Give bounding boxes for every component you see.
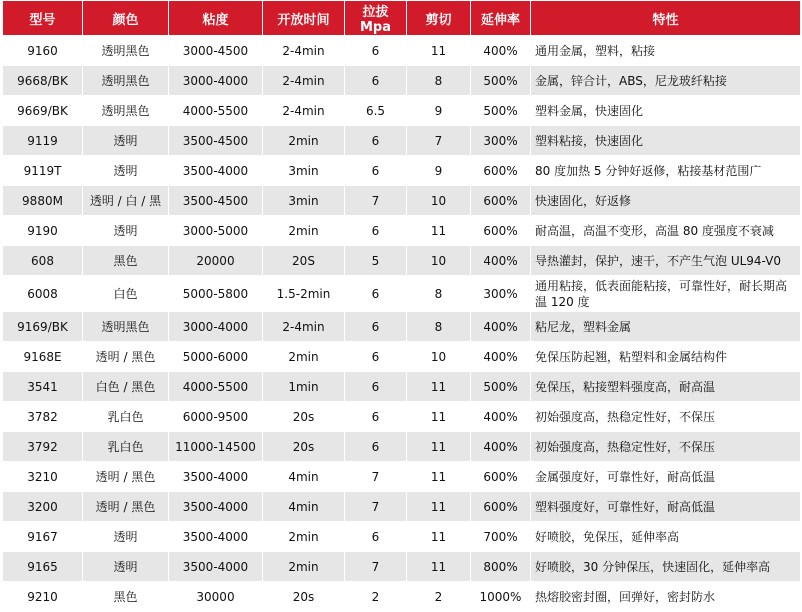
cell-feature: 初始强度高，热稳定性好，不保压 [531, 432, 801, 462]
cell-elongation: 400% [471, 402, 531, 432]
cell-shear: 11 [407, 432, 471, 462]
cell-elongation: 600% [471, 186, 531, 216]
cell-shear: 11 [407, 36, 471, 66]
table-row [3, 66, 801, 96]
cell-shear: 2 [407, 582, 471, 612]
cell-model: 9669/BK [3, 96, 83, 126]
cell-viscosity: 30000 [169, 582, 263, 612]
cell-pull-strength: 6 [345, 36, 407, 66]
cell-model: 9119 [3, 126, 83, 156]
header-model: 型号 [3, 1, 83, 36]
cell-pull-strength: 7 [345, 552, 407, 582]
cell-pull-strength: 6 [345, 126, 407, 156]
header-viscosity: 粘度 [169, 1, 263, 36]
cell-shear: 11 [407, 492, 471, 522]
table-row [3, 276, 801, 312]
cell-shear: 8 [407, 66, 471, 96]
cell-color: 透明黑色 [83, 312, 169, 342]
cell-elongation: 400% [471, 246, 531, 276]
header-feature: 特性 [531, 1, 801, 36]
cell-open-time: 2min [263, 216, 345, 246]
cell-elongation: 700% [471, 522, 531, 552]
cell-color: 透明黑色 [83, 66, 169, 96]
table-row [3, 462, 801, 492]
cell-open-time: 2-4min [263, 66, 345, 96]
table-row [3, 186, 801, 216]
cell-shear: 11 [407, 216, 471, 246]
cell-pull-strength: 6 [345, 66, 407, 96]
cell-open-time: 2min [263, 342, 345, 372]
cell-viscosity: 3500-4000 [169, 156, 263, 186]
cell-viscosity: 3000-5000 [169, 216, 263, 246]
cell-viscosity: 11000-14500 [169, 432, 263, 462]
table-row [3, 372, 801, 402]
cell-viscosity: 5000-6000 [169, 342, 263, 372]
cell-open-time: 2-4min [263, 312, 345, 342]
cell-color: 透明黑色 [83, 36, 169, 66]
cell-color: 乳白色 [83, 432, 169, 462]
header-color: 颜色 [83, 1, 169, 36]
cell-color: 透明 / 黑色 [83, 342, 169, 372]
cell-open-time: 20s [263, 432, 345, 462]
cell-model: 9165 [3, 552, 83, 582]
cell-viscosity: 3500-4000 [169, 522, 263, 552]
cell-shear: 11 [407, 462, 471, 492]
table-row [3, 432, 801, 462]
cell-color: 透明黑色 [83, 96, 169, 126]
cell-feature: 塑料金属，快速固化 [531, 96, 801, 126]
cell-color: 白色 [83, 276, 169, 312]
cell-elongation: 600% [471, 156, 531, 186]
cell-shear: 8 [407, 276, 471, 312]
cell-pull-strength: 6.5 [345, 96, 407, 126]
cell-viscosity: 3500-4500 [169, 186, 263, 216]
cell-shear: 9 [407, 156, 471, 186]
cell-color: 透明 [83, 126, 169, 156]
cell-viscosity: 3000-4000 [169, 312, 263, 342]
cell-feature: 导热灌封，保护，速干，不产生气泡 UL94-V0 [531, 246, 801, 276]
cell-shear: 8 [407, 312, 471, 342]
header-open-time: 开放时间 [263, 1, 345, 36]
header-shear: 剪切 [407, 1, 471, 36]
cell-elongation: 600% [471, 216, 531, 246]
cell-elongation: 1000% [471, 582, 531, 612]
cell-open-time: 2-4min [263, 96, 345, 126]
cell-pull-strength: 6 [345, 372, 407, 402]
cell-model: 9168E [3, 342, 83, 372]
cell-shear: 9 [407, 96, 471, 126]
product-spec-table [2, 0, 801, 612]
cell-model: 9160 [3, 36, 83, 66]
cell-pull-strength: 6 [345, 402, 407, 432]
cell-pull-strength: 7 [345, 186, 407, 216]
table-row [3, 552, 801, 582]
cell-model: 9169/BK [3, 312, 83, 342]
cell-model: 9190 [3, 216, 83, 246]
cell-model: 3792 [3, 432, 83, 462]
cell-feature: 80 度加热 5 分钟好返修，粘接基材范围广 [531, 156, 801, 186]
cell-elongation: 500% [471, 372, 531, 402]
cell-elongation: 600% [471, 492, 531, 522]
table-row [3, 96, 801, 126]
cell-pull-strength: 2 [345, 582, 407, 612]
cell-feature: 好喷胶，30 分钟保压，快速固化，延伸率高 [531, 552, 801, 582]
cell-model: 9119T [3, 156, 83, 186]
cell-shear: 11 [407, 372, 471, 402]
cell-model: 3541 [3, 372, 83, 402]
cell-feature: 免保压防起翘，粘塑料和金属结构件 [531, 342, 801, 372]
cell-open-time: 20s [263, 402, 345, 432]
cell-open-time: 20S [263, 246, 345, 276]
header-elongation: 延伸率 [471, 1, 531, 36]
cell-model: 608 [3, 246, 83, 276]
table-row [3, 402, 801, 432]
cell-color: 黑色 [83, 246, 169, 276]
cell-model: 9880M [3, 186, 83, 216]
cell-pull-strength: 5 [345, 246, 407, 276]
cell-model: 6008 [3, 276, 83, 312]
cell-viscosity: 20000 [169, 246, 263, 276]
table-row [3, 36, 801, 66]
cell-shear: 11 [407, 402, 471, 432]
cell-open-time: 1min [263, 372, 345, 402]
table-row [3, 522, 801, 552]
table-row [3, 246, 801, 276]
cell-model: 3210 [3, 462, 83, 492]
header-pull-strength: 拉拔 Mpa [345, 1, 407, 36]
cell-shear: 10 [407, 246, 471, 276]
cell-open-time: 1.5-2min [263, 276, 345, 312]
cell-pull-strength: 6 [345, 312, 407, 342]
cell-feature: 免保压，粘接塑料强度高，耐高温 [531, 372, 801, 402]
cell-feature: 金属，锌合计，ABS，尼龙玻纤粘接 [531, 66, 801, 96]
cell-elongation: 400% [471, 312, 531, 342]
cell-feature: 通用粘接，低表面能粘接，可靠性好，耐长期高温 120 度 [531, 276, 801, 312]
cell-shear: 11 [407, 552, 471, 582]
cell-elongation: 500% [471, 96, 531, 126]
cell-feature: 耐高温，高温不变形，高温 80 度强度不衰减 [531, 216, 801, 246]
cell-color: 透明 / 白 / 黑 [83, 186, 169, 216]
cell-open-time: 4min [263, 462, 345, 492]
table-row [3, 156, 801, 186]
cell-color: 乳白色 [83, 402, 169, 432]
cell-pull-strength: 6 [345, 432, 407, 462]
cell-open-time: 2min [263, 552, 345, 582]
cell-viscosity: 6000-9500 [169, 402, 263, 432]
header-row [3, 1, 801, 36]
cell-color: 透明 [83, 216, 169, 246]
cell-viscosity: 3500-4000 [169, 552, 263, 582]
cell-color: 透明 / 黑色 [83, 462, 169, 492]
cell-viscosity: 3500-4000 [169, 462, 263, 492]
cell-pull-strength: 6 [345, 276, 407, 312]
cell-open-time: 2-4min [263, 36, 345, 66]
cell-model: 3782 [3, 402, 83, 432]
cell-viscosity: 3500-4000 [169, 492, 263, 522]
cell-open-time: 2min [263, 126, 345, 156]
cell-open-time: 2min [263, 522, 345, 552]
cell-model: 9167 [3, 522, 83, 552]
cell-pull-strength: 6 [345, 522, 407, 552]
cell-feature: 粘尼龙，塑料金属 [531, 312, 801, 342]
cell-feature: 塑料粘接，快速固化 [531, 126, 801, 156]
cell-feature: 热熔胶密封圈，回弹好，密封防水 [531, 582, 801, 612]
cell-pull-strength: 6 [345, 156, 407, 186]
cell-elongation: 600% [471, 462, 531, 492]
cell-shear: 10 [407, 186, 471, 216]
cell-pull-strength: 7 [345, 492, 407, 522]
cell-elongation: 500% [471, 66, 531, 96]
cell-viscosity: 3000-4000 [169, 66, 263, 96]
table-row [3, 126, 801, 156]
cell-feature: 通用金属，塑料，粘接 [531, 36, 801, 66]
cell-open-time: 3min [263, 186, 345, 216]
cell-elongation: 400% [471, 342, 531, 372]
cell-viscosity: 3000-4500 [169, 36, 263, 66]
cell-pull-strength: 6 [345, 216, 407, 246]
cell-color: 透明 [83, 156, 169, 186]
cell-viscosity: 3500-4500 [169, 126, 263, 156]
cell-feature: 快速固化，好返修 [531, 186, 801, 216]
cell-color: 白色 / 黑色 [83, 372, 169, 402]
cell-elongation: 400% [471, 36, 531, 66]
cell-shear: 10 [407, 342, 471, 372]
cell-pull-strength: 6 [345, 342, 407, 372]
cell-feature: 初始强度高，热稳定性好，不保压 [531, 402, 801, 432]
cell-color: 透明 [83, 552, 169, 582]
cell-model: 3200 [3, 492, 83, 522]
cell-model: 9210 [3, 582, 83, 612]
cell-color: 透明 / 黑色 [83, 492, 169, 522]
cell-model: 9668/BK [3, 66, 83, 96]
cell-feature: 塑料强度好，可靠性好，耐高低温 [531, 492, 801, 522]
table-row [3, 312, 801, 342]
table-row [3, 216, 801, 246]
table-row [3, 342, 801, 372]
cell-elongation: 300% [471, 276, 531, 312]
cell-viscosity: 4000-5500 [169, 96, 263, 126]
cell-color: 透明 [83, 522, 169, 552]
cell-open-time: 20s [263, 582, 345, 612]
cell-viscosity: 4000-5500 [169, 372, 263, 402]
cell-feature: 好喷胶，免保压，延伸率高 [531, 522, 801, 552]
cell-shear: 11 [407, 522, 471, 552]
cell-open-time: 3min [263, 156, 345, 186]
cell-color: 黑色 [83, 582, 169, 612]
cell-elongation: 300% [471, 126, 531, 156]
cell-elongation: 800% [471, 552, 531, 582]
cell-feature: 金属强度好，可靠性好，耐高低温 [531, 462, 801, 492]
table-row [3, 492, 801, 522]
table-row [3, 582, 801, 612]
cell-elongation: 400% [471, 432, 531, 462]
cell-pull-strength: 7 [345, 462, 407, 492]
cell-shear: 7 [407, 126, 471, 156]
cell-open-time: 4min [263, 492, 345, 522]
cell-viscosity: 5000-5800 [169, 276, 263, 312]
